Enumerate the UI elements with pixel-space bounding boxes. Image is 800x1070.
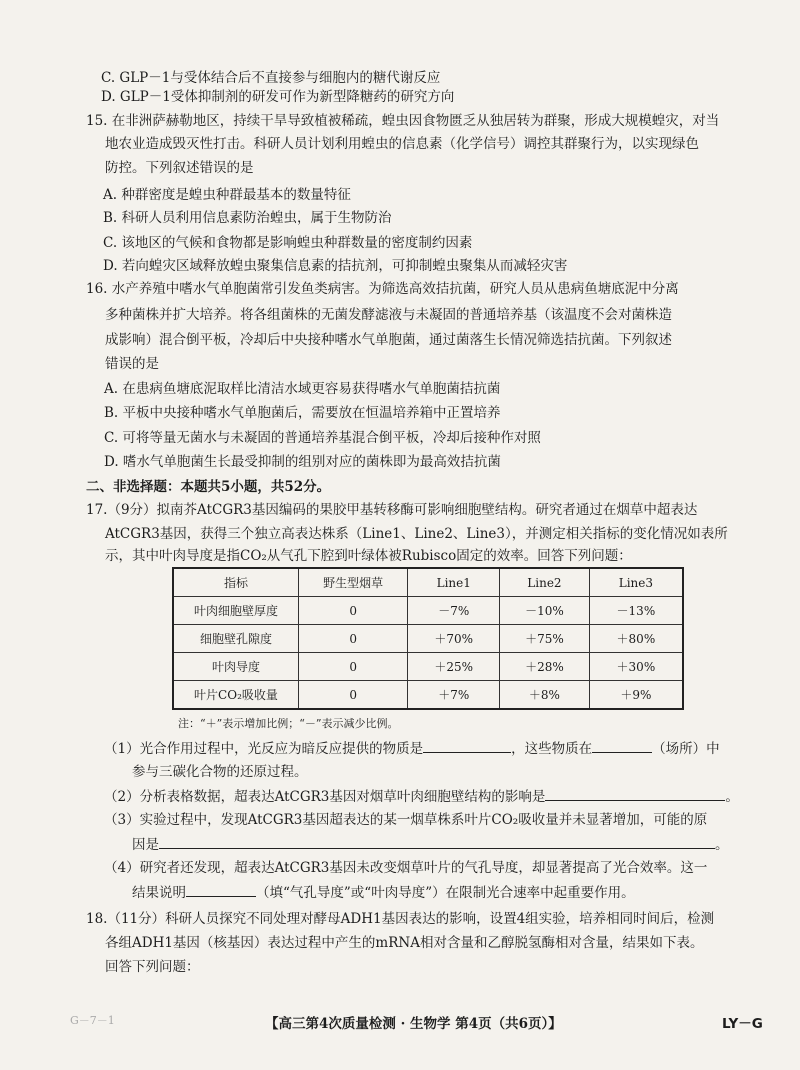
q17-sub4-line-2 [132, 882, 635, 903]
table-cell: 叶肉细胞壁厚度 [173, 597, 298, 625]
q16-stem-line-1: 16. 水产养殖中嗜水气单胞菌常引发鱼类病害。为筛选高效拮抗菌，研究人员从患病鱼塘底泥中分离 [86, 281, 679, 297]
q16-stem-line-4: 错误的是 [105, 356, 159, 372]
q17-sub1-line-2: 参与三碳化合物的还原过程。 [132, 764, 308, 780]
q17-sub2-text: （2）分析表格数据，超表达AtCGR3基因对烟草叶肉细胞壁结构的影响是 [104, 789, 546, 805]
q17-sub2 [104, 786, 739, 807]
table-header-row [173, 568, 683, 597]
table-cell: ＋75% [500, 625, 590, 653]
q17-sub1-text-c: （场所）中 [652, 741, 720, 757]
q17-sub4-text-b: （填“气孔导度”或“叶肉导度”）在限制光合速率中起重要作用。 [256, 885, 635, 901]
table-cell: ＋7% [408, 681, 500, 710]
table-note: 注：“＋”表示增加比例；“－”表示减少比例。 [178, 717, 399, 730]
table-row [173, 681, 683, 710]
footer-left-code: G－7－1 [70, 1014, 115, 1027]
q17-sub1-text-a: （1）光合作用过程中，光反应为暗反应提供的物质是 [104, 741, 424, 757]
table-header: 指标 [173, 568, 298, 597]
table-cell: 叶肉导度 [173, 653, 298, 681]
q15-stem-line-2: 地农业造成毁灭性打击。科研人员计划利用蝗虫的信息素（化学信号）调控其群聚行为，以实现绿色 [105, 136, 699, 152]
table-cell: －7% [408, 597, 500, 625]
q15-stem-line-3: 防控。下列叙述错误的是 [105, 160, 254, 176]
table-row [173, 653, 683, 681]
table-cell: ＋8% [500, 681, 590, 710]
table-row [173, 597, 683, 625]
answer-blank-4[interactable] [159, 834, 715, 849]
table-cell: 叶片CO₂吸收量 [173, 681, 298, 710]
q18-stem-line-2: 各组ADH1基因（核基因）表达过程中产生的mRNA相对含量和乙醇脱氢酶相对含量，结果如下表。 [105, 935, 704, 951]
q16-option-d: D. 嗜水气单胞菌生长最受抑制的组别对应的菌株即为最高效拮抗菌 [104, 454, 501, 470]
table-cell: 细胞壁孔隙度 [173, 625, 298, 653]
answer-blank-5[interactable] [186, 882, 256, 897]
q17-sub1-line-1 [104, 738, 720, 759]
table-cell: ＋28% [500, 653, 590, 681]
q15-option-d: D. 若向蝗灾区域释放蝗虫聚集信息素的拮抗剂，可抑制蝗虫聚集从而减轻灾害 [103, 258, 568, 274]
table-header: Line1 [408, 568, 500, 597]
answer-blank-2[interactable] [592, 738, 652, 753]
table-cell: 0 [298, 681, 407, 710]
footer-title: 【高三第4次质量检测 · 生物学 第4页（共6页）】 [265, 1016, 562, 1032]
q17-stem-line-3: 示，其中叶肉导度是指CO₂从气孔下腔到叶绿体被Rubisco固定的效率。回答下列问题： [105, 548, 632, 564]
q17-sub3-period: 。 [715, 837, 729, 853]
answer-blank-1[interactable] [423, 738, 511, 753]
table-cell: ＋25% [408, 653, 500, 681]
q14-option-d: D. GLP－1受体抑制剂的研发可作为新型降糖药的研究方向 [101, 89, 455, 105]
q15-option-a: A. 种群密度是蝗虫种群最基本的数量特征 [103, 187, 351, 203]
footer-exam-code: LY－G [722, 1016, 763, 1032]
table-header: 野生型烟草 [298, 568, 407, 597]
q17-sub1-text-b: ，这些物质在 [511, 741, 593, 757]
q17-sub4-line-1: （4）研究者还发现，超表达AtCGR3基因未改变烟草叶片的气孔导度，却显著提高了光合效率。这一 [104, 860, 708, 876]
answer-blank-3[interactable] [545, 786, 725, 801]
q17-sub3-line-1: （3）实验过程中，发现AtCGR3基因超表达的某一烟草株系叶片CO₂吸收量并未显著增加，可能的原 [104, 812, 708, 828]
q17-sub3-text: 因是 [132, 837, 159, 853]
q17-data-table [172, 567, 684, 710]
table-cell: －13% [589, 597, 683, 625]
q16-option-c: C. 可将等量无菌水与未凝固的普通培养基混合倒平板，冷却后接种作对照 [104, 430, 541, 446]
q14-option-c: C. GLP－1与受体结合后不直接参与细胞内的糖代谢反应 [101, 70, 441, 86]
q17-sub2-period: 。 [725, 789, 739, 805]
q16-stem-line-2: 多种菌株并扩大培养。将各组菌株的无菌发酵滤液与未凝固的普通培养基（该温度不会对菌株造 [105, 307, 672, 323]
q16-option-a: A. 在患病鱼塘底泥取样比清洁水域更容易获得嗜水气单胞菌拮抗菌 [104, 381, 501, 397]
table-cell: －10% [500, 597, 590, 625]
table-cell: 0 [298, 625, 407, 653]
q15-option-c: C. 该地区的气候和食物都是影响蝗虫种群数量的密度制约因素 [103, 235, 473, 251]
q17-sub4-text-a: 结果说明 [132, 885, 186, 901]
q18-stem-line-3: 回答下列问题： [105, 959, 200, 975]
page-footer [0, 1012, 800, 1036]
q16-option-b: B. 平板中央接种嗜水气单胞菌后，需要放在恒温培养箱中正置培养 [104, 405, 501, 421]
table-cell: ＋80% [589, 625, 683, 653]
q17-sub3-line-2 [132, 834, 729, 855]
q18-stem-line-1: 18.（11分）科研人员探究不同处理对酵母ADH1基因表达的影响，设置4组实验，培养相同时间后，检测 [86, 911, 715, 927]
section-2-heading: 二、非选择题：本题共5小题，共52分。 [86, 479, 331, 495]
table-header: Line3 [589, 568, 683, 597]
table-cell: ＋9% [589, 681, 683, 710]
table-cell: 0 [298, 653, 407, 681]
table-row [173, 625, 683, 653]
q17-stem-line-1: 17.（9分）拟南芥AtCGR3基因编码的果胶甲基转移酶可影响细胞壁结构。研究者通过在烟草中超表达 [86, 502, 698, 518]
table-cell: ＋70% [408, 625, 500, 653]
table-cell: ＋30% [589, 653, 683, 681]
table-header: Line2 [500, 568, 590, 597]
q15-option-b: B. 科研人员利用信息素防治蝗虫，属于生物防治 [103, 210, 392, 226]
q16-stem-line-3: 成影响）混合倒平板，冷却后中央接种嗜水气单胞菌，通过菌落生长情况筛选拮抗菌。下列叙述 [105, 332, 672, 348]
table-cell: 0 [298, 597, 407, 625]
q17-stem-line-2: AtCGR3基因，获得三个独立高表达株系（Line1、Line2、Line3），并测定相关指标的变化情况如表所 [105, 526, 728, 542]
q15-stem-line-1: 15. 在非洲萨赫勒地区，持续干旱导致植被稀疏，蝗虫因食物匮乏从独居转为群聚，形成大规模蝗灾，对当 [86, 113, 720, 129]
